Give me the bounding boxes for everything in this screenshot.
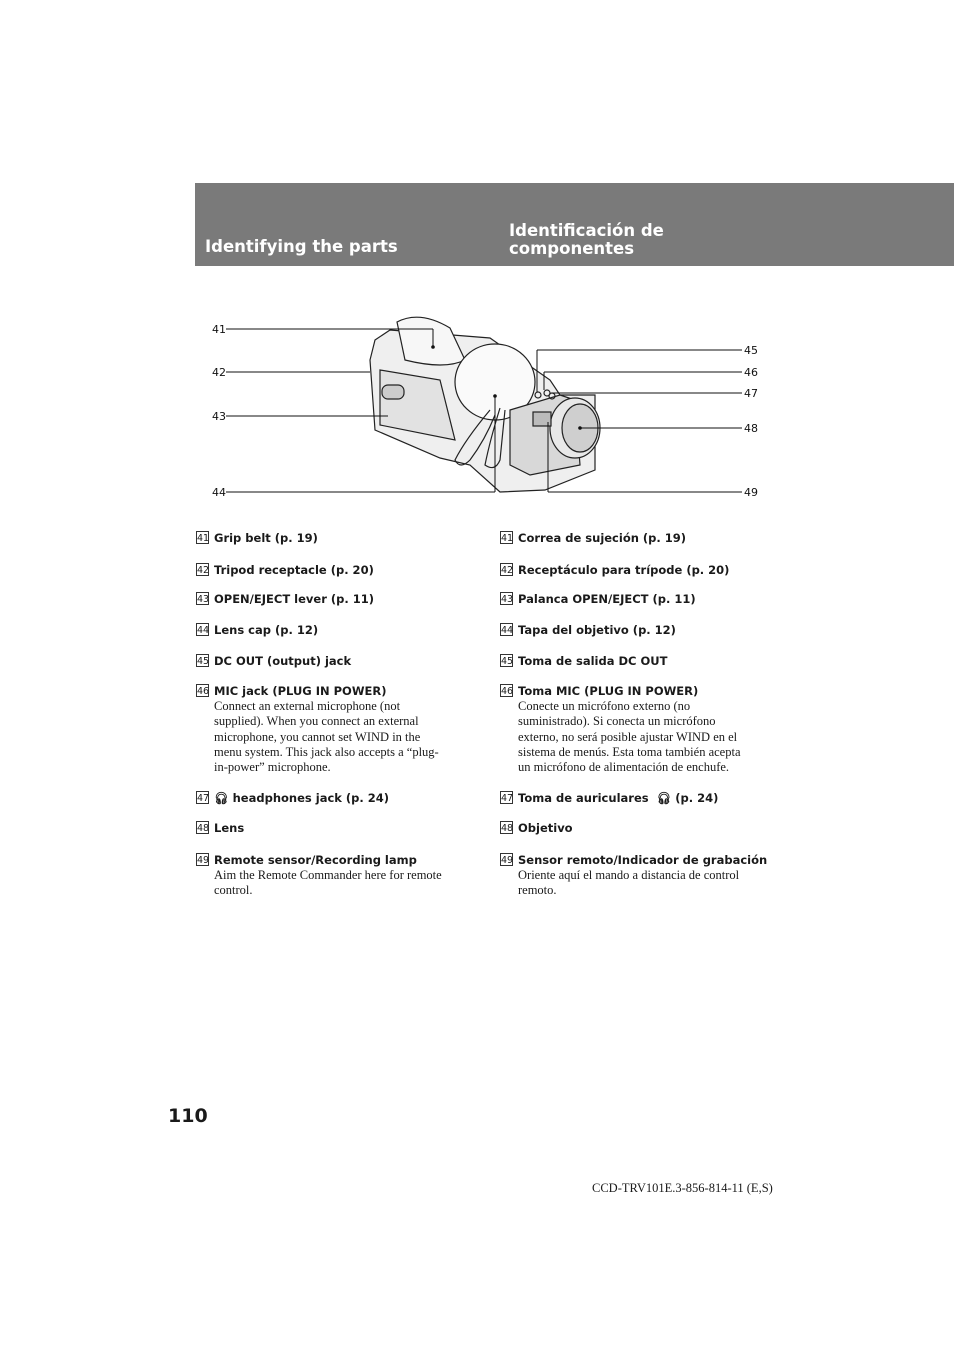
item-label: Sensor remoto/Indicador de grabación: [518, 853, 768, 867]
item-description: Aim the Remote Commander here for remote control.: [214, 868, 442, 898]
callout-42: 42: [212, 366, 226, 379]
item-label: Grip belt (p. 19): [214, 531, 318, 545]
item-number: 42: [501, 565, 514, 576]
callout-43: 43: [212, 410, 226, 423]
section-title-spanish: Identificación de componentes: [509, 221, 664, 258]
item-description: Conecte un micrófono externo (no suministrado). Si conecta un micrófono externo, no será posible ajustar WIND en el sistema de menús. Esta toma también acepta un micrófono de alimentación de enchufe.: [518, 699, 741, 775]
item-number: 44: [197, 625, 210, 636]
callout-44: 44: [212, 486, 226, 499]
item-label: Tapa del objetivo (p. 12): [518, 623, 676, 637]
item-description: Connect an external microphone (not supplied). When you connect an external microphone, you cannot set WIND in the menu system. This jack also accepts a “plug- in-power” microphone.: [214, 699, 439, 775]
item-label-text: Toma de auriculares: [518, 791, 649, 805]
item-number: 46: [501, 686, 514, 697]
item-label: Palanca OPEN/EJECT (p. 11): [518, 592, 696, 606]
section-title-english: Identifying the parts: [205, 237, 398, 256]
item-label: Correa de sujeción (p. 19): [518, 531, 687, 545]
document-code: CCD-TRV101E.3-856-814-11 (E,S): [592, 1181, 773, 1195]
item-label: Toma de salida DC OUT: [518, 654, 668, 668]
item-number: 48: [197, 823, 210, 834]
item-number: 43: [501, 594, 514, 605]
item-number: 49: [197, 855, 210, 866]
item-label: Lens: [214, 821, 245, 835]
callout-46: 46: [744, 366, 758, 379]
item-number: 49: [501, 855, 514, 866]
item-label: DC OUT (output) jack: [214, 654, 352, 668]
item-label: Lens cap (p. 12): [214, 623, 319, 637]
item-label: [214, 791, 389, 806]
callout-45: 45: [744, 344, 758, 357]
item-number: 45: [197, 656, 210, 667]
headphones-icon: 🎧︎: [214, 791, 229, 805]
headphones-icon: 🎧︎: [656, 791, 672, 805]
item-number: 44: [501, 625, 514, 636]
item-number: 48: [501, 823, 514, 834]
item-number: 46: [197, 686, 210, 697]
item-number: 41: [501, 533, 514, 544]
callout-41: 41: [212, 323, 226, 336]
item-label-suffix: (p. 24): [675, 791, 719, 805]
item-description: Oriente aquí el mando a distancia de control remoto.: [518, 868, 740, 898]
item-label: Remote sensor/Recording lamp: [214, 853, 417, 867]
item-label: Tripod receptacle (p. 20): [214, 563, 374, 577]
item-number: 43: [197, 594, 210, 605]
item-label: Toma MIC (PLUG IN POWER): [518, 684, 699, 698]
item-number: 47: [501, 793, 514, 804]
item-number: 41: [197, 533, 210, 544]
item-label: OPEN/EJECT lever (p. 11): [214, 592, 374, 606]
item-label: MIC jack (PLUG IN POWER): [214, 684, 387, 698]
item-number: 47: [197, 793, 210, 804]
camcorder-illustration: [200, 300, 770, 510]
item-number: 42: [197, 565, 210, 576]
item-label-text: headphones jack (p. 24): [232, 791, 390, 805]
item-number: 45: [501, 656, 514, 667]
callout-49: 49: [744, 486, 758, 499]
item-label: [518, 791, 718, 806]
callout-48: 48: [744, 422, 758, 435]
item-label: Objetivo: [518, 821, 573, 835]
callout-47: 47: [744, 387, 758, 400]
item-label: Receptáculo para trípode (p. 20): [518, 563, 730, 577]
page-number: 110: [168, 1105, 208, 1127]
